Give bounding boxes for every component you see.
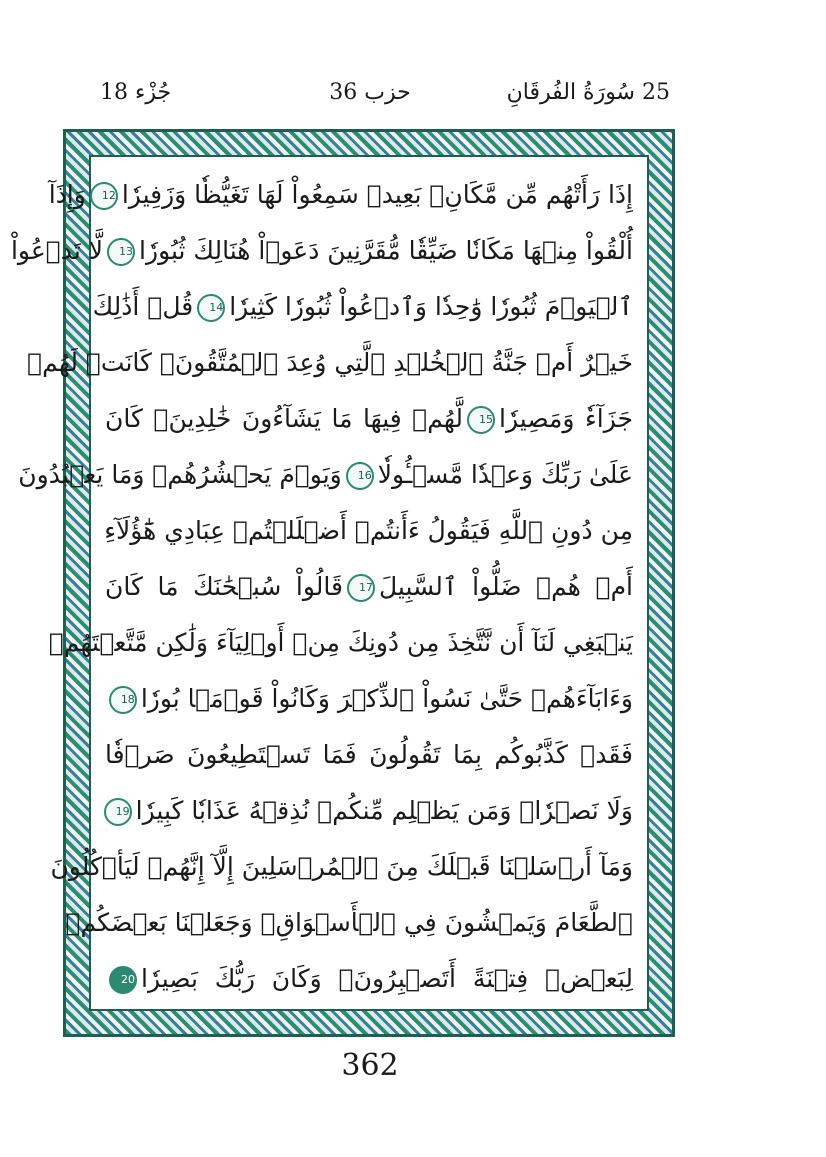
verse-text: عَلَىٰ رَبِّكَ وَعۡدٗا مَّسۡـُٔولٗا (377, 460, 633, 489)
verse-number-marker: 14 (197, 294, 225, 322)
verse-text: وَءَابَآءَهُمۡ حَتَّىٰ نَسُواْ ٱلذِّكۡرَ وَكَانُواْ قَوۡمَۢا بُورٗا (140, 684, 633, 713)
verse-text: فَقَدۡ كَذَّبُوكُم بِمَا تَقُولُونَ فَمَا تَسۡتَطِيعُونَ صَرۡفٗا (105, 740, 633, 769)
verse-number-marker: 17 (347, 574, 375, 602)
verse-text: مِن دُونِ ٱللَّهِ فَيَقُولُ ءَأَنتُمۡ أَضۡلَلۡتُمۡ عِبَادِي هَٰٓؤُلَآءِ (104, 516, 633, 545)
ornamental-frame (10, 129, 675, 1037)
verse-text: وَلَا نَصۡرٗاۚ وَمَن يَظۡلِم مِّنكُمۡ نُذِقۡهُ عَذَابٗا كَبِيرٗا (135, 796, 633, 825)
verse-line (92, 279, 633, 335)
verse-number-marker: 15 (467, 406, 495, 434)
verse-text: خَيۡرٌ أَمۡ جَنَّةُ ٱلۡخُلۡدِ ٱلَّتِي وُعِدَ ٱلۡمُتَّقُونَۚ كَانَتۡ لَهُمۡ (27, 348, 633, 377)
verse-number-marker: 12 (90, 182, 118, 210)
verse-line (105, 951, 633, 1007)
verse-text: يَنۢبَغِي لَنَآ أَن نَّتَّخِذَ مِن دُونِكَ مِنۡ أَوۡلِيَآءَ وَلَٰكِن مَّتَّعۡتَهُمۡ (48, 628, 633, 657)
verse-text: أُلْقُواْ مِنۡهَا مَكَانٗا ضَيِّقٗا مُّقَرَّنِينَ دَعَوۡاْ هُنَالِكَ ثُبُورٗا (139, 236, 633, 265)
verse-text-continuation: لَّا تَدۡعُواْ (10, 236, 104, 265)
juz-label: جُزْء 18 (100, 80, 172, 105)
verse-line (105, 559, 633, 615)
verse-line (10, 223, 633, 279)
hizb-label: حزب 36 (329, 80, 411, 105)
page-header (70, 80, 670, 120)
verse-number-marker: 16 (346, 462, 374, 490)
sura-title: 25 سُورَةُ الفُرقَانِ (506, 80, 670, 105)
verse-line (105, 503, 633, 559)
verse-line (65, 895, 633, 951)
verse-text-continuation: قَالُواْ سُبۡحَٰنَكَ مَا كَانَ (105, 572, 343, 601)
verse-number-marker: 13 (107, 238, 135, 266)
verse-text-continuation: وَإِذَآ (48, 180, 86, 209)
verse-text: إِذَا رَأَتْهُم مِّن مَّكَانِۭ بَعِيدٖ سَمِعُواْ لَهَا تَغَيُّظٗا وَزَفِيرٗا (121, 180, 633, 209)
verse-line (50, 839, 633, 895)
verse-text-continuation: لَّهُمۡ فِيهَا مَا يَشَآءُونَ خَٰلِدِينَۚ كَانَ (105, 404, 464, 433)
verse-line (27, 335, 633, 391)
verse-line (105, 783, 633, 839)
verse-text: جَزَآءٗ وَمَصِيرٗا (499, 404, 633, 433)
verse-text: ٱلۡيَوۡمَ ثُبُورٗا وَٰحِدٗا وَٱدۡعُواْ ثُبُورٗا كَثِيرٗا (229, 292, 633, 321)
verse-line (105, 671, 633, 727)
verse-line (105, 391, 633, 447)
text-panel (10, 155, 649, 1011)
verse-number-marker: 20 (109, 966, 137, 994)
page-number: 362 (341, 1048, 399, 1083)
verse-number-marker: 19 (104, 798, 132, 826)
verse-text-continuation: قُلۡ أَذَٰلِكَ (92, 292, 194, 321)
verse-text: لِبَعۡضٖ فِتۡنَةً أَتَصۡبِرُونَۗ وَكَانَ رَبُّكَ بَصِيرٗا (141, 964, 633, 993)
verse-line (48, 167, 633, 223)
verse-text-continuation: وَيَوۡمَ يَحۡشُرُهُمۡ وَمَا يَعۡبُدُونَ (18, 460, 342, 489)
verse-number-marker: 18 (109, 686, 137, 714)
verse-text: أَمۡ هُمۡ ضَلُّواْ ٱلسَّبِيلَ (378, 572, 633, 601)
verse-text: ٱلطَّعَامَ وَيَمۡشُونَ فِي ٱلۡأَسۡوَاقِۗ وَجَعَلۡنَا بَعۡضَكُمۡ (65, 908, 633, 937)
verses-block (10, 167, 633, 999)
verse-line (105, 727, 633, 783)
verse-text: وَمَآ أَرۡسَلۡنَا قَبۡلَكَ مِنَ ٱلۡمُرۡسَلِينَ إِلَّآ إِنَّهُمۡ لَيَأۡكُلُونَ (50, 852, 633, 881)
verse-line (18, 447, 633, 503)
verse-line (48, 615, 633, 671)
